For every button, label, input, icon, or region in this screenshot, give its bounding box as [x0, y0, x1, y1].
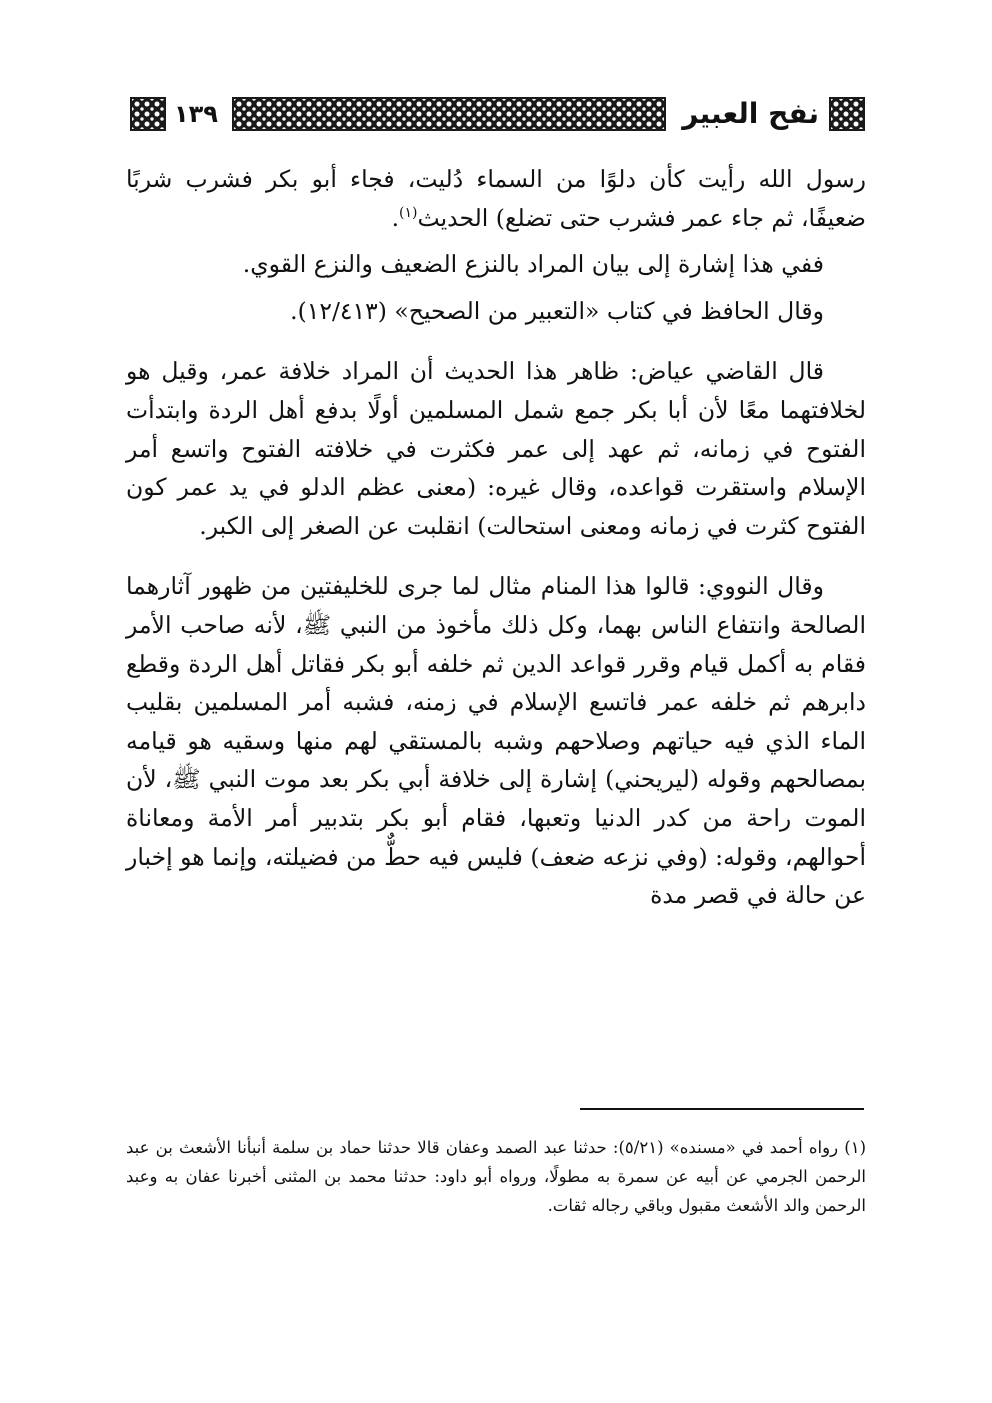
footnote-divider — [580, 1108, 864, 1110]
paragraph-hadith-end — [126, 160, 866, 237]
footnote-1: (١) رواه أحمد في «مسنده» (٥/٢١): حدثنا عبد الصمد وعفان قالا حدثنا حماد بن سلمة أنبأنا الأشعث بن عبد الرحمن الجرمي عن أبيه عن سمرة به مطولًا، ورواه أبو داود: حدثنا محمد بن المثنى أخبرنا عفان به وعبد الرحمن والد الأشعث مقبول وباقي رجاله ثقات. — [126, 1138, 866, 1215]
header-ornament-right — [829, 97, 865, 131]
paragraph-ishara: ففي هذا إشارة إلى بيان المراد بالنزع الضعيف والنزع القوي. — [242, 250, 824, 279]
page-number: ١٣٩ — [174, 100, 218, 128]
header-ornament-left — [130, 97, 166, 131]
footnote-ref-1: (١) — [399, 204, 418, 221]
footnotes — [126, 1133, 866, 1220]
paragraph-nawawi: وقال النووي: قالوا هذا المنام مثال لما جرى للخليفتين من ظهور آثارهما الصالحة وانتفاع الناس بهما، وكل ذلك مأخوذ من النبي ﷺ، لأنه صاحب الأمر فقام به أكمل قيام وقرر قواعد الدين ثم خلفه أبو بكر فقاتل أهل الردة وقطع دابرهم ثم خلفه عمر فاتسع الإسلام في زمنه، فشبه أمر المسلمين بقليب الماء الذي فيه حياتهم وصلاحهم وشبه بالمستقي لهم منها وسقيه هو قيامه بمصالحهم وقوله (ليريحني) إشارة إلى خلافة أبي بكر بعد موت النبي ﷺ، لأن الموت راحة من كدر الدنيا وتعبها، فقام أبو بكر بتدبير أمر الأمة ومعاناة أحوالهم، وقوله: (وفي نزعه ضعف) فليس فيه حطٌّ من فضيلته، وإنما هو إخبار عن حالة في قصر مدة — [126, 572, 866, 910]
header-ornament-band — [232, 97, 666, 131]
paragraph-qadi-iyad: قال القاضي عياض: ظاهر هذا الحديث أن المراد خلافة عمر، وقيل هو لخلافتهما معًا لأن أبا بكر جمع شمل المسلمين أولًا بدفع أهل الردة وابتدأت الفتوح في زمانه، ثم عهد إلى عمر فكثرت في خلافته الفتوح واتسع أمر الإسلام واستقرت قواعده، وقال غيره: (معنى عظم الدلو في يد عمر كون الفتوح كثرت في زمانه ومعنى استحالت) انقلبت عن الصغر إلى الكبر. — [126, 357, 866, 540]
book-title: نفح العبير — [682, 97, 819, 130]
paragraph-hadith-end-text: رسول الله رأيت كأن دلوًا من السماء دُليت، فجاء أبو بكر فشرب شربًا ضعيفًا، ثم جاء عمر فشرب حتى تضلع) الحديث — [126, 165, 866, 232]
paragraph-hafiz: وقال الحافظ في كتاب «التعبير من الصحيح» (١٢/٤١٣). — [290, 296, 824, 325]
paragraph-hadith-end-period: . — [391, 203, 400, 232]
main-text — [126, 160, 866, 915]
page-header — [130, 92, 865, 136]
